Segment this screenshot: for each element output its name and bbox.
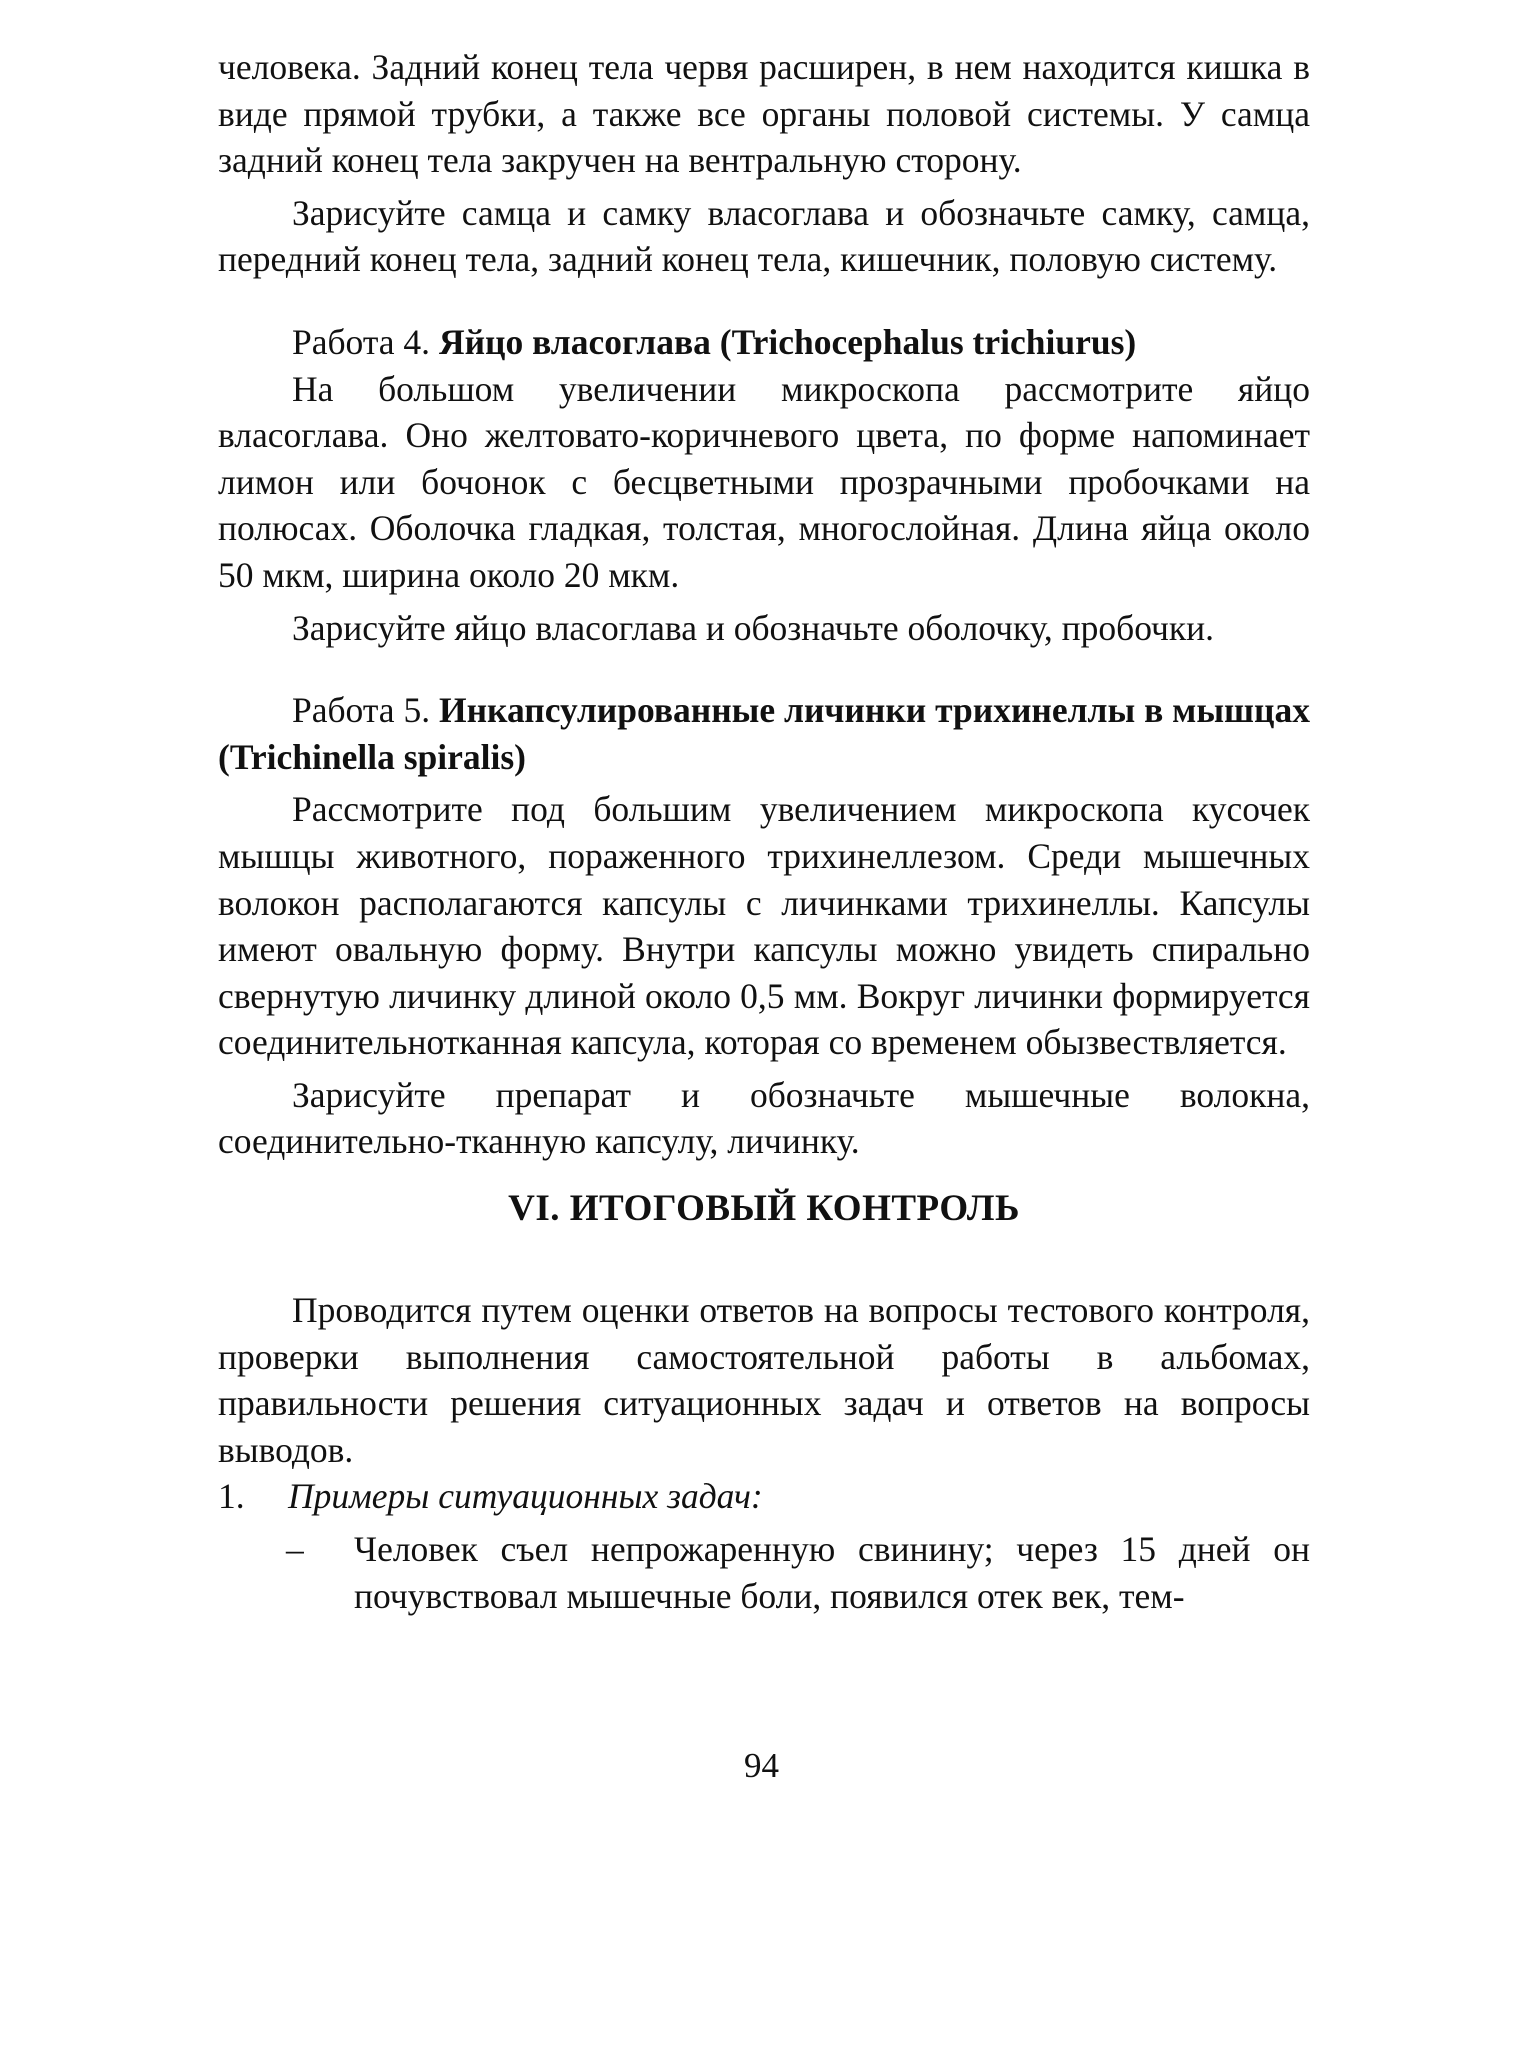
paragraph-final-control: Проводится путем оценки ответов на вопросы тестового контроля, проверки выполнения самостоятельной работы в альбомах, правильности решения ситуационных задач и ответов на вопросы выводов. xyxy=(218,1290,1310,1470)
paragraph-male-worm-description: человека. Задний конец тела червя расширен, в нем находится кишка в виде прямой трубки, а также все органы половой системы. У самца задний конец тела закручен на вентральную сторону. xyxy=(218,47,1310,181)
paragraph-larvae-description: Рассмотрите под большим увеличением микроскопа кусочек мышцы животного, пораженного трихинеллезом. Среди мышечных волокон располагаются капсулы с личинками трихинеллы. Капсулы имеют овальную форму. Внутри капсулы можно увидеть спирально свернутую личинку длиной около 0,5 мм. Вокруг личинки формируется соединительнотканная капсула, которая со временем обызвествляется. xyxy=(218,789,1310,1063)
page-number: 94 xyxy=(744,1746,779,1785)
paragraph-draw-egg-task: Зарисуйте яйцо власоглава и обозначьте оболочку, пробочки. xyxy=(292,607,1215,648)
work-4-prefix: Работа 4. xyxy=(292,321,439,362)
paragraph-egg-description: На большом увеличении микроскопа рассмотрите яйцо власоглава. Оно желтовато-коричневого цвета, по форме напоминает лимон или бочонок с бесцветными прозрачными пробочками на полюсах. Оболочка гладкая, толстая, многослойная. Длина яйца около 50 мкм, ширина около 20 мкм. xyxy=(218,368,1310,595)
list-number: 1. xyxy=(218,1476,245,1517)
work-4-heading xyxy=(218,319,1310,366)
dash-list-item xyxy=(218,1526,1310,1619)
paragraph-draw-worms-task: Зарисуйте самца и самку власоглава и обозначьте самку, самца, передний конец тела, задний конец тела, кишечник, половую систему. xyxy=(218,192,1310,280)
work-4-title: Яйцо власоглава (Trichocephalus trichiurus) xyxy=(438,321,1137,362)
list-item-label: Примеры ситуационных задач: xyxy=(288,1476,763,1517)
paragraph-draw-specimen-task: Зарисуйте препарат и обозначьте мышечные волокна, соединительно-тканную капсулу, личинку. xyxy=(218,1074,1310,1162)
list-item-situational-tasks xyxy=(218,1473,1310,1520)
page-content xyxy=(218,44,1310,1619)
work-5-prefix: Работа 5. xyxy=(292,690,439,731)
dash-marker: – xyxy=(286,1529,304,1570)
work-5-title: Инкапсулированные личинки трихинеллы в мышцах (Trichinella spiralis) xyxy=(218,690,1310,777)
dash-item-text: Человек съел непрожаренную свинину; через 15 дней он почувствовал мышечные боли, появился отек век, тем- xyxy=(354,1529,1310,1616)
work-5-heading xyxy=(218,687,1310,780)
section-title: VI. ИТОГОВЫЙ КОНТРОЛЬ xyxy=(508,1188,1020,1230)
